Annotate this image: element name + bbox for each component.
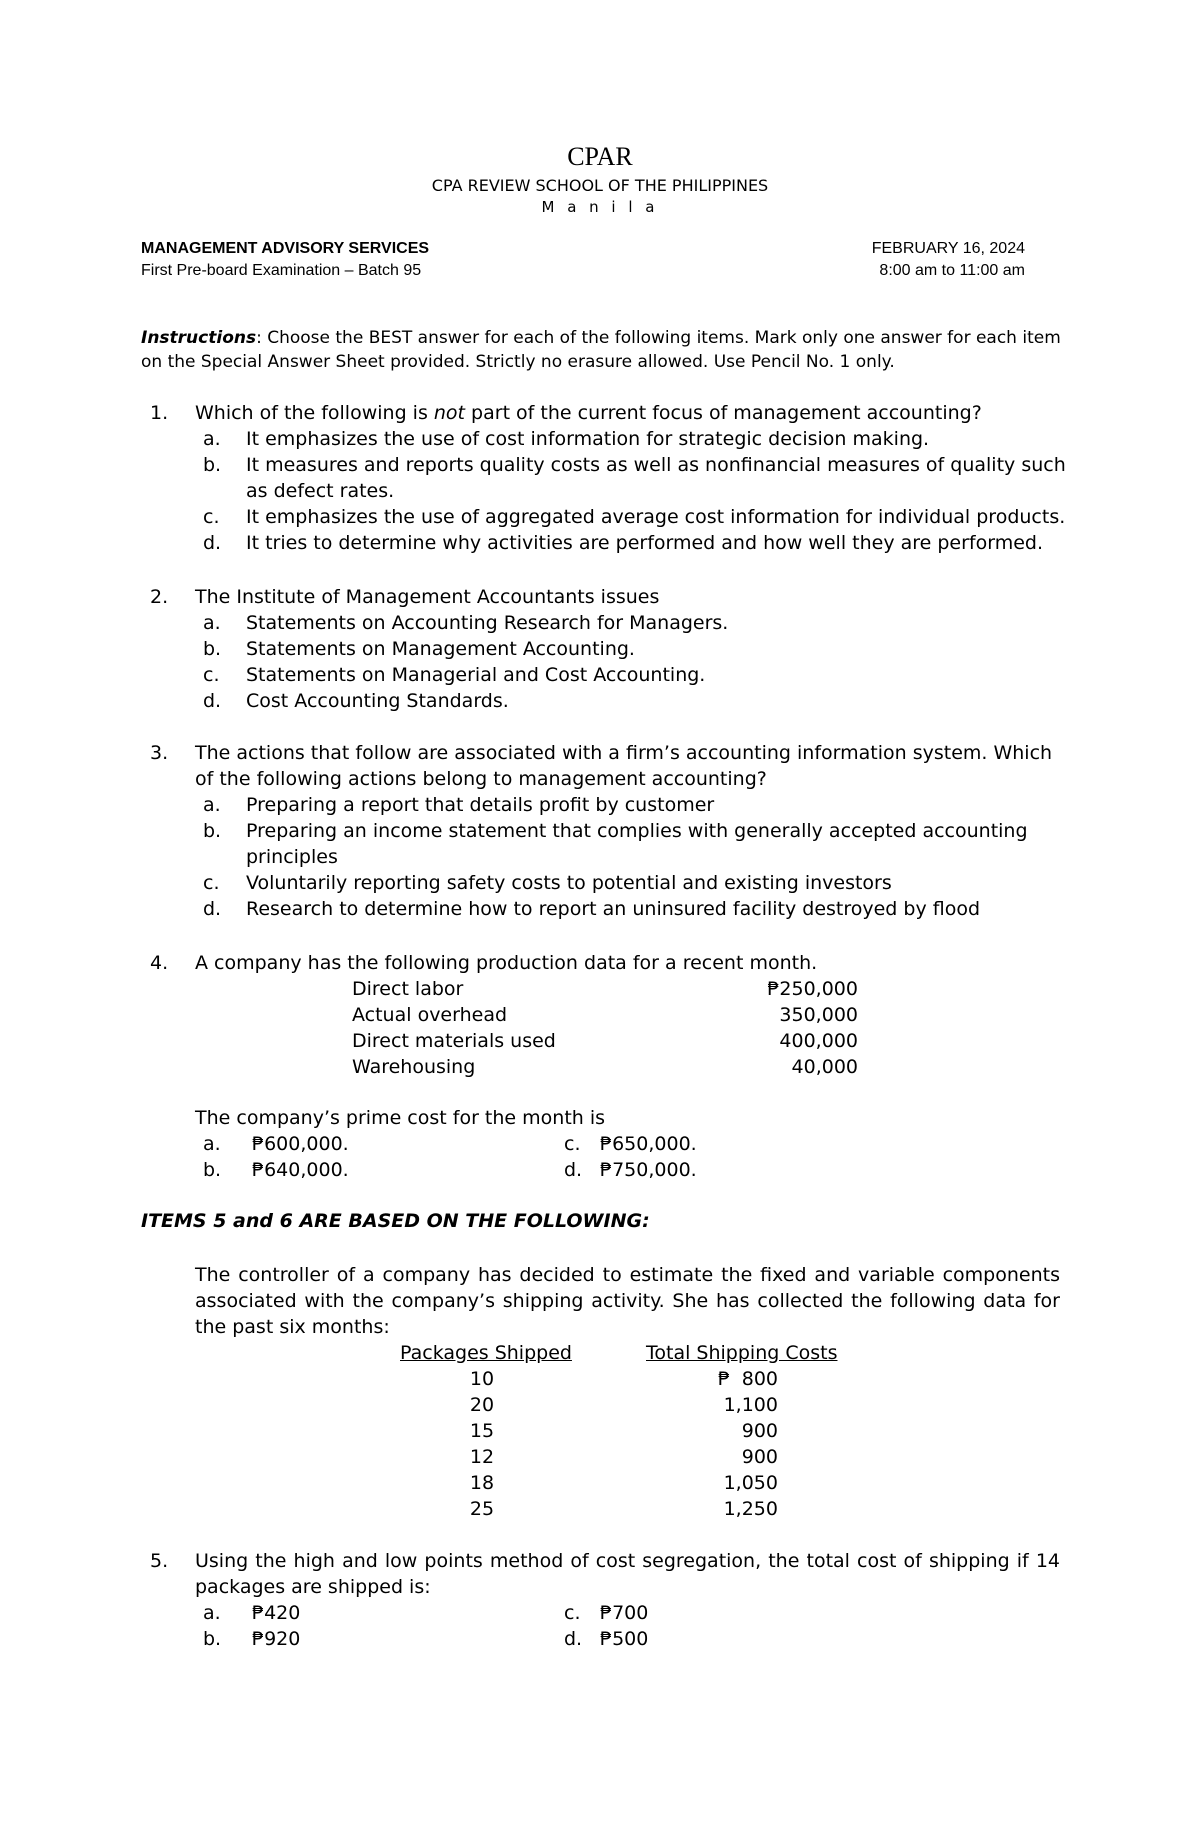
packages-cell: 12: [469, 1446, 495, 1468]
option-letter: d.: [203, 532, 222, 554]
option-letter: c.: [203, 872, 220, 894]
option-text: It emphasizes the use of aggregated average cost information for individual products.: [246, 506, 1066, 528]
stem-part: Which of the following is: [195, 402, 434, 424]
option-text: Preparing a report that details profit by customer: [246, 794, 715, 816]
option-letter: a.: [203, 612, 221, 634]
question-stem: [195, 400, 1060, 426]
table-row: [352, 1002, 858, 1028]
option-letter: b.: [203, 1159, 222, 1181]
option-letter: c.: [203, 664, 220, 686]
school-name: CPA REVIEW SCHOOL OF THE PHILIPPINES: [431, 176, 769, 195]
option-text: It measures and reports quality costs as well as nonfinancial measures of quality such as defect rates.: [246, 454, 1066, 502]
row-value: 400,000: [779, 1030, 858, 1052]
table-row: [352, 1054, 858, 1080]
row-value: ₱250,000: [767, 978, 858, 1000]
question-5-options: [0, 1600, 1200, 1652]
packages-cell: 25: [469, 1498, 495, 1520]
exam-date: FEBRUARY 16, 2024: [871, 240, 1025, 257]
option-text: Cost Accounting Standards.: [246, 690, 509, 712]
cost-cell: 900: [741, 1446, 778, 1468]
exam-info: [141, 238, 429, 282]
cost-cell: 900: [741, 1420, 778, 1442]
exam-time: 8:00 am to 11:00 am: [879, 262, 1025, 279]
column-header: Total Shipping Costs: [646, 1342, 838, 1364]
option-letter: a.: [203, 794, 221, 816]
option-text: It emphasizes the use of cost information for strategic decision making.: [246, 428, 930, 450]
option-text: Research to determine how to report an uninsured facility destroyed by flood: [246, 898, 981, 920]
option-text: It tries to determine why activities are performed and how well they are performed.: [246, 532, 1044, 554]
case-paragraph: The controller of a company has decided to estimate the fixed and variable components associated with the company’s shipping activity. She has collected the following data for the past six months:: [195, 1264, 1060, 1338]
option-letter: c.: [203, 506, 220, 528]
question-stem: A company has the following production data for a recent month.: [195, 952, 818, 974]
instructions: [141, 326, 1061, 374]
stem-emphasis: not: [433, 402, 466, 424]
question-number: 5.: [150, 1550, 169, 1572]
option-text: Statements on Managerial and Cost Accounting.: [246, 664, 706, 686]
option-letter: b.: [203, 638, 222, 660]
option-letter: c.: [564, 1133, 581, 1155]
table-row: [352, 1028, 858, 1054]
subject-name: MANAGEMENT ADVISORY SERVICES: [141, 240, 430, 257]
cost-cell: 1,050: [723, 1472, 778, 1494]
option-text: ₱700: [600, 1602, 649, 1624]
shipping-data-table: [0, 1340, 1200, 1530]
cost-cell: 1,100: [723, 1394, 778, 1416]
exam-name: First Pre-board Examination – Batch 95: [141, 262, 422, 279]
cost-cell: 800: [741, 1368, 778, 1390]
question-stem: The Institute of Management Accountants issues: [195, 586, 660, 608]
section-heading: ITEMS 5 and 6 ARE BASED ON THE FOLLOWING:: [141, 1210, 650, 1232]
option-text: ₱920: [252, 1628, 301, 1650]
packages-cell: 18: [469, 1472, 495, 1494]
option-letter: a.: [203, 428, 221, 450]
option-letter: d.: [564, 1159, 583, 1181]
school-city: M a n i l a: [541, 198, 659, 216]
row-label: Warehousing: [352, 1056, 476, 1078]
option-text: ₱500: [600, 1628, 649, 1650]
row-label: Direct materials used: [352, 1030, 556, 1052]
question-number: 2.: [150, 586, 169, 608]
option-text: ₱420: [252, 1602, 301, 1624]
option-letter: a.: [203, 1602, 221, 1624]
option-letter: b.: [203, 454, 222, 476]
option-letter: a.: [203, 1133, 221, 1155]
question-number: 3.: [150, 742, 169, 764]
instructions-label: Instructions: [141, 328, 257, 348]
option-text: Preparing an income statement that complies with generally accepted accounting principles: [246, 820, 1028, 868]
packages-cell: 10: [469, 1368, 495, 1390]
row-label: Direct labor: [352, 978, 464, 1000]
question-prompt: The company’s prime cost for the month is: [195, 1107, 606, 1129]
option-text: Statements on Management Accounting.: [246, 638, 635, 660]
question-4-options: [0, 1131, 1200, 1183]
question-number: 1.: [150, 402, 169, 424]
cost-cell: 1,250: [723, 1498, 778, 1520]
peso-sign: ₱: [718, 1368, 731, 1390]
table-row: [352, 976, 858, 1002]
option-text: ₱650,000.: [600, 1133, 697, 1155]
row-value: 40,000: [791, 1056, 858, 1078]
option-letter: b.: [203, 820, 222, 842]
option-letter: b.: [203, 1628, 222, 1650]
option-letter: d.: [203, 690, 222, 712]
option-letter: c.: [564, 1602, 581, 1624]
option-text: ₱600,000.: [252, 1133, 349, 1155]
option-text: ₱640,000.: [252, 1159, 349, 1181]
packages-cell: 15: [469, 1420, 495, 1442]
instructions-text: : Choose the BEST answer for each of the following items. Mark only one answer for each item on the Special Answer Sheet provided. Strictly no erasure allowed. Use Pencil No. 1 only.: [141, 328, 1061, 372]
question-number: 4.: [150, 952, 169, 974]
question-stem: The actions that follow are associated with a firm’s accounting information system. Which of the following actions belong to management accounting?: [195, 742, 1053, 790]
column-header: Packages Shipped: [400, 1342, 572, 1364]
packages-cell: 20: [469, 1394, 495, 1416]
row-value: 350,000: [779, 1004, 858, 1026]
stem-part: part of the current focus of management accounting?: [465, 402, 982, 424]
row-label: Actual overhead: [352, 1004, 508, 1026]
question-stem: Using the high and low points method of cost segregation, the total cost of shipping if 14 packages are shipped is:: [195, 1550, 1060, 1598]
option-text: ₱750,000.: [600, 1159, 697, 1181]
exam-schedule: [872, 238, 1025, 282]
option-letter: d.: [203, 898, 222, 920]
option-text: Statements on Accounting Research for Managers.: [246, 612, 729, 634]
document-title: CPAR: [567, 142, 633, 171]
option-letter: d.: [564, 1628, 583, 1650]
option-text: Voluntarily reporting safety costs to potential and existing investors: [246, 872, 892, 894]
